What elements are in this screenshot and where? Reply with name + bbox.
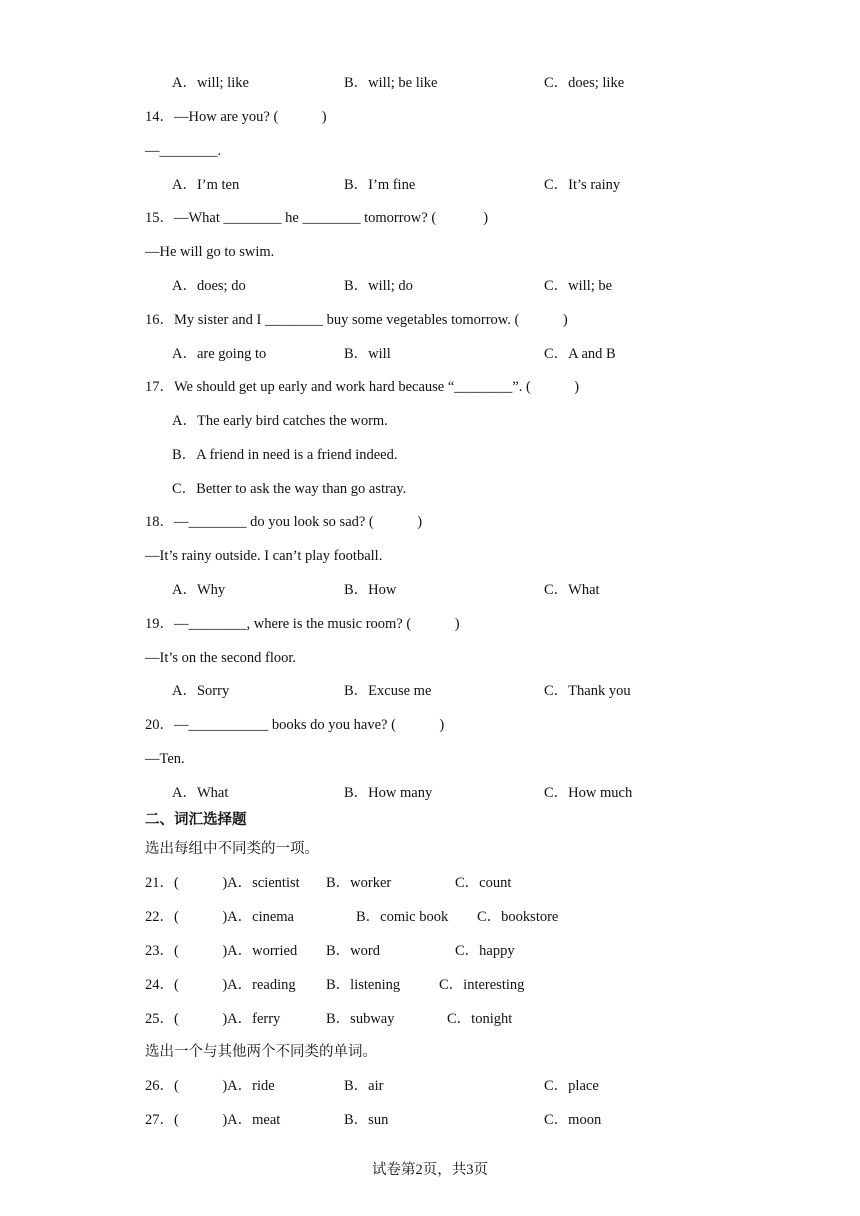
q13-option-c: C．does; like bbox=[544, 75, 625, 91]
q18-option-b: B．How bbox=[344, 582, 397, 598]
q19-stem: 19．—________, where is the music room? ( ) bbox=[145, 616, 460, 632]
section-heading: 二、词汇选择题 bbox=[145, 812, 247, 828]
q17-option-b: B．A friend in need is a friend indeed. bbox=[172, 447, 398, 463]
q19-reply: —It’s on the second floor. bbox=[145, 650, 297, 666]
section-instruction-1: 选出每组中不同类的一项。 bbox=[145, 841, 319, 857]
q16-option-b: B．will bbox=[344, 346, 391, 362]
q23-stem: 23．( )A．worried bbox=[145, 943, 298, 959]
q23-option-c: C．happy bbox=[455, 943, 515, 959]
q14-option-b: B．I’m fine bbox=[344, 177, 416, 193]
q16-option-c: C．A and B bbox=[544, 346, 616, 362]
q22-option-c: C．bookstore bbox=[477, 909, 559, 925]
q21-option-c: C．count bbox=[455, 875, 512, 891]
q25-stem: 25．( )A．ferry bbox=[145, 1011, 281, 1027]
q18-reply: —It’s rainy outside. I can’t play football. bbox=[145, 548, 383, 564]
q19-option-c: C．Thank you bbox=[544, 683, 631, 699]
q22-stem: 22．( )A．cinema bbox=[145, 909, 294, 925]
q14-option-c: C．It’s rainy bbox=[544, 177, 621, 193]
q20-option-b: B．How many bbox=[344, 785, 433, 801]
page-footer: 试卷第2页，共3页 bbox=[372, 1162, 488, 1178]
q21-stem: 21．( )A．scientist bbox=[145, 875, 300, 891]
q18-option-c: C．What bbox=[544, 582, 600, 598]
q20-stem: 20．—___________ books do you have? ( ) bbox=[145, 717, 445, 733]
q24-stem: 24．( )A．reading bbox=[145, 977, 296, 993]
q15-option-a: A．does; do bbox=[172, 278, 246, 294]
q16-option-a: A．are going to bbox=[172, 346, 267, 362]
q17-option-a: A．The early bird catches the worm. bbox=[172, 413, 388, 429]
q24-option-c: C．interesting bbox=[439, 977, 525, 993]
q27-stem: 27．( )A．meat bbox=[145, 1112, 281, 1128]
q14-stem: 14．—How are you? ( ) bbox=[145, 109, 327, 125]
q21-option-b: B．worker bbox=[326, 875, 392, 891]
q26-stem: 26．( )A．ride bbox=[145, 1078, 275, 1094]
q17-stem: 17．We should get up early and work hard because “________”. ( ) bbox=[145, 379, 580, 395]
q26-option-c: C．place bbox=[544, 1078, 599, 1094]
q27-option-c: C．moon bbox=[544, 1112, 602, 1128]
q20-option-c: C．How much bbox=[544, 785, 633, 801]
q17-option-c: C．Better to ask the way than go astray. bbox=[172, 481, 407, 497]
q19-option-a: A．Sorry bbox=[172, 683, 230, 699]
q22-option-b: B．comic book bbox=[356, 909, 449, 925]
q15-option-b: B．will; do bbox=[344, 278, 413, 294]
q19-option-b: B．Excuse me bbox=[344, 683, 432, 699]
q23-option-b: B．word bbox=[326, 943, 380, 959]
q25-option-c: C．tonight bbox=[447, 1011, 513, 1027]
q18-option-a: A．Why bbox=[172, 582, 226, 598]
q15-option-c: C．will; be bbox=[544, 278, 613, 294]
q25-option-b: B．subway bbox=[326, 1011, 395, 1027]
q14-reply: —________. bbox=[145, 143, 222, 159]
q15-reply: —He will go to swim. bbox=[145, 244, 275, 260]
q24-option-b: B．listening bbox=[326, 977, 401, 993]
q13-option-a: A．will; like bbox=[172, 75, 249, 91]
q18-stem: 18．—________ do you look so sad? ( ) bbox=[145, 514, 423, 530]
q16-stem: 16．My sister and I ________ buy some vegetables tomorrow. ( ) bbox=[145, 312, 568, 328]
q26-option-b: B．air bbox=[344, 1078, 384, 1094]
section-instruction-2: 选出一个与其他两个不同类的单词。 bbox=[145, 1044, 377, 1060]
q27-option-b: B．sun bbox=[344, 1112, 389, 1128]
q14-option-a: A．I’m ten bbox=[172, 177, 240, 193]
q15-stem: 15．—What ________ he ________ tomorrow? ( ) bbox=[145, 210, 489, 226]
q13-option-b: B．will; be like bbox=[344, 75, 438, 91]
q20-reply: —Ten. bbox=[145, 751, 185, 767]
q20-option-a: A．What bbox=[172, 785, 229, 801]
